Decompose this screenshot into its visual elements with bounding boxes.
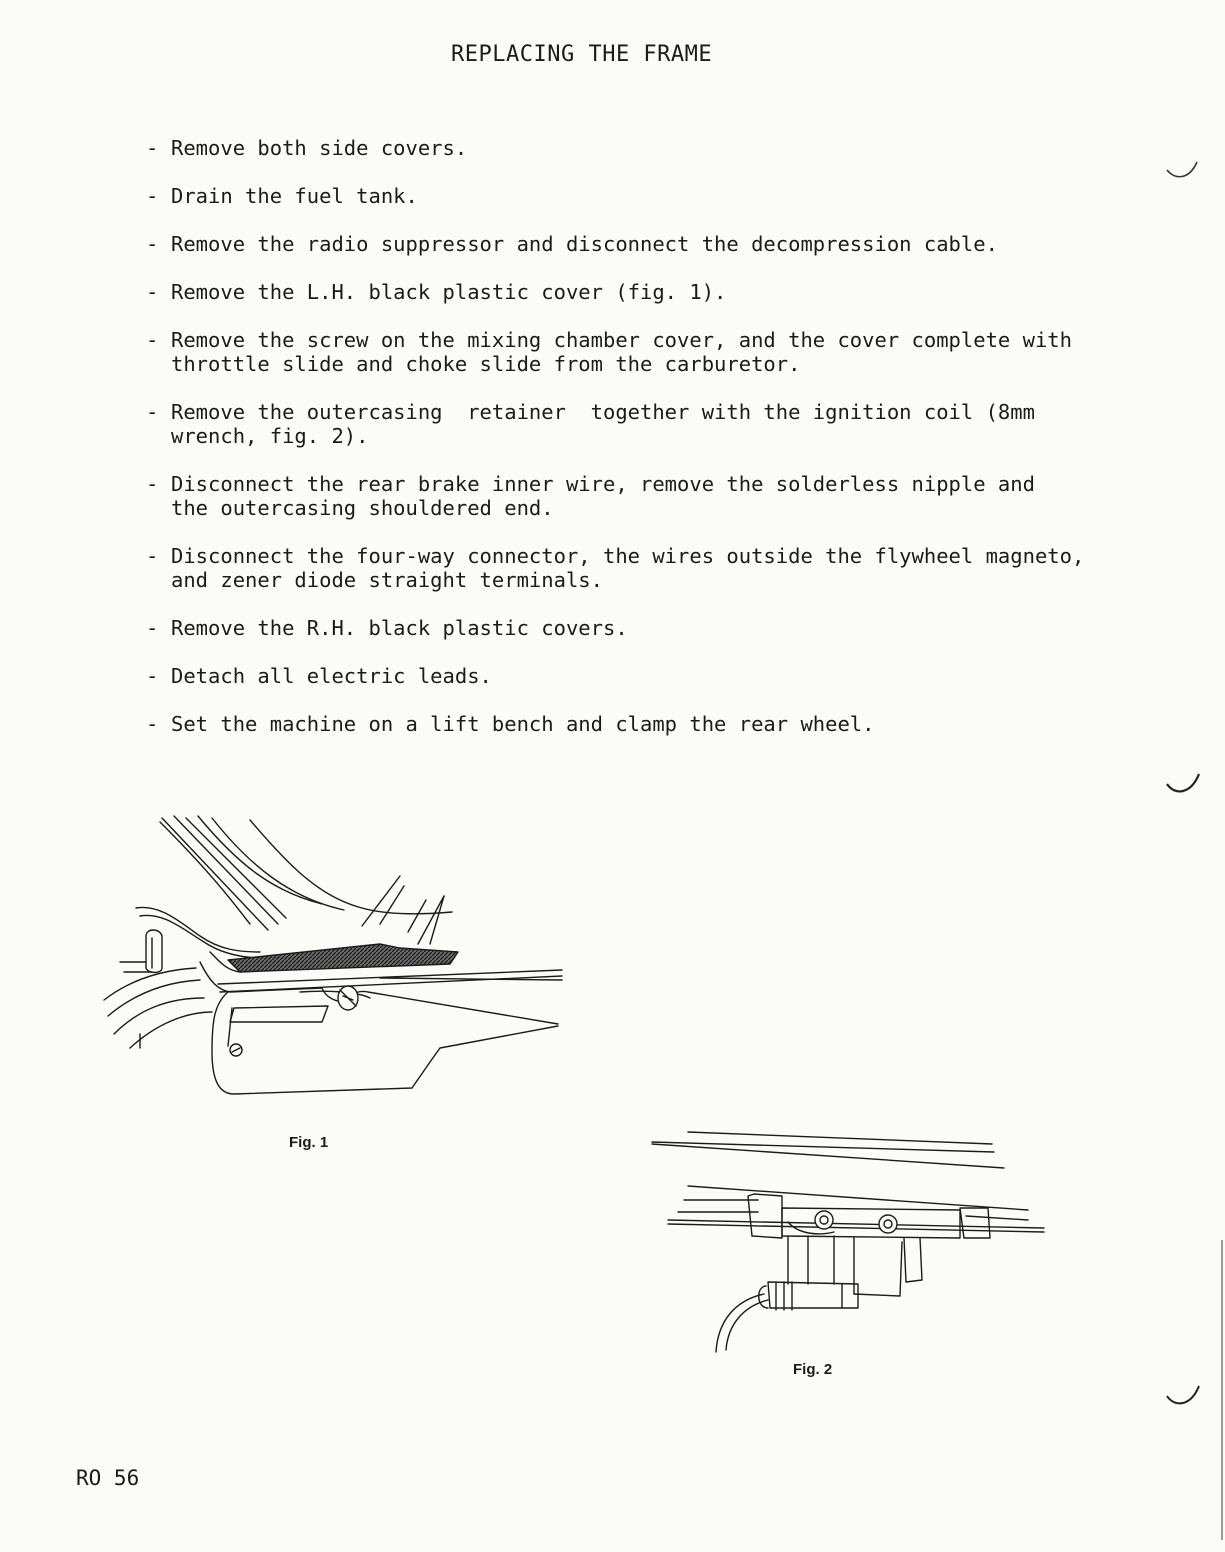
list-item (146, 712, 1106, 736)
margin-tick-icon (1163, 772, 1203, 798)
list-item (146, 616, 1106, 640)
step-text-continued: wrench, fig. 2). (171, 424, 369, 448)
list-item (146, 400, 1106, 448)
step-text: Remove the outercasing retainer together with the ignition coil (8mm (171, 400, 1035, 424)
list-item (146, 232, 1106, 256)
list-item (146, 472, 1106, 520)
page-edge-divider (1221, 1240, 1223, 1540)
list-dash: - (146, 232, 159, 256)
page-title: REPLACING THE FRAME (451, 42, 713, 67)
list-item (146, 328, 1106, 376)
figure-1-illustration (100, 812, 570, 1102)
list-dash: - (146, 136, 159, 160)
list-dash: - (146, 472, 159, 496)
step-text: Remove the radio suppressor and disconnect the decompression cable. (171, 232, 998, 256)
step-text: Set the machine on a lift bench and clamp the rear wheel. (171, 712, 875, 736)
margin-tick-icon (1163, 158, 1203, 184)
step-text: Disconnect the rear brake inner wire, remove the solderless nipple and (171, 472, 1035, 496)
page-footer-code: RO 56 (76, 1466, 140, 1490)
margin-tick-icon (1163, 1384, 1203, 1410)
step-text: Remove the R.H. black plastic covers. (171, 616, 628, 640)
step-text: Drain the fuel tank. (171, 184, 418, 208)
step-text: Remove the screw on the mixing chamber cover, and the cover complete with (171, 328, 1072, 352)
list-item (146, 280, 1106, 304)
figure-2-illustration (648, 1124, 1053, 1360)
step-text-continued: and zener diode straight terminals. (171, 568, 603, 592)
list-item (146, 184, 1106, 208)
list-item (146, 544, 1106, 592)
list-item (146, 136, 1106, 160)
list-dash: - (146, 328, 159, 352)
step-text: Remove both side covers. (171, 136, 468, 160)
list-item (146, 664, 1106, 688)
list-dash: - (146, 544, 159, 568)
list-dash: - (146, 616, 159, 640)
step-text: Detach all electric leads. (171, 664, 492, 688)
list-dash: - (146, 184, 159, 208)
instruction-list (146, 136, 1106, 760)
step-text-continued: the outercasing shouldered end. (171, 496, 554, 520)
list-dash: - (146, 400, 159, 424)
figure-1-label: Fig. 1 (289, 1134, 329, 1151)
step-text: Disconnect the four-way connector, the wires outside the flywheel magneto, (171, 544, 1085, 568)
step-text-continued: throttle slide and choke slide from the carburetor. (171, 352, 801, 376)
list-dash: - (146, 712, 159, 736)
list-dash: - (146, 664, 159, 688)
figure-2-label: Fig. 2 (793, 1361, 833, 1378)
step-text: Remove the L.H. black plastic cover (fig. 1). (171, 280, 727, 304)
list-dash: - (146, 280, 159, 304)
